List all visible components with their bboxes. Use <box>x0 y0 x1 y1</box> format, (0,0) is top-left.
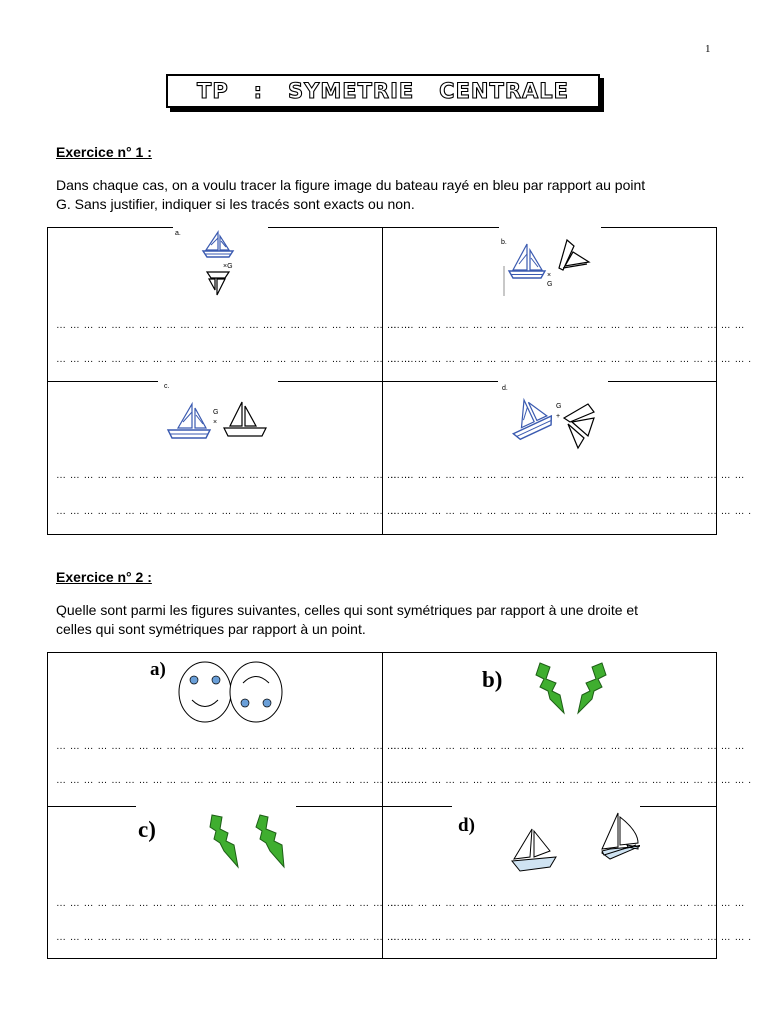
figure-b-label: b) <box>482 667 503 692</box>
striped-boat-icon <box>203 232 233 257</box>
figure-c-lightning <box>136 803 296 873</box>
svg-text:×: × <box>213 419 218 426</box>
exercise1-line2: G. Sans justifier, indiquer si les tracés sont exacts ou non. <box>56 196 415 212</box>
answer-line[interactable]: … … … … … … … … … … … … … … … … … … … … … … … … … … <box>56 898 411 909</box>
answer-line[interactable]: … … … … … … … … … … … … … … … … … … … … … … … … … … . <box>56 775 418 786</box>
exercise1-line1: Dans chaque cas, on a voulu tracer la figure image du bateau rayé en bleu par rapport au point <box>56 177 646 193</box>
exercise1-grid <box>47 227 752 535</box>
figure-b-lightning <box>478 657 628 719</box>
figure-c-boats <box>158 378 278 450</box>
figure-a-label: a. <box>175 230 181 237</box>
figure-c-label: c. <box>164 383 170 390</box>
figure-d-boats <box>498 378 608 456</box>
striped-boat-icon <box>168 404 210 438</box>
answer-line[interactable]: … … … … … … … … … … … … … … … … … … … … … … … … … … . <box>390 506 752 517</box>
answer-line[interactable]: … … … … … … … … … … … … … … … … … … … … … … … … … … . <box>56 506 418 517</box>
figure-d-point-label: G <box>556 403 562 410</box>
answer-line[interactable]: … … … … … … … … … … … … … … … … … … … … … … … … … … . <box>56 932 418 943</box>
figure-b-boats <box>499 226 601 298</box>
figure-a-boats <box>173 226 268 300</box>
face-right-icon <box>230 662 282 722</box>
figure-b-label: b. <box>501 239 507 246</box>
exercise1-instructions <box>56 176 716 214</box>
figure-c-point-label: G <box>213 409 219 416</box>
answer-line[interactable]: … … … … … … … … … … … … … … … … … … … … … … … … … … . <box>56 354 418 365</box>
exercise2-line2: celles qui sont symétriques par rapport à un point. <box>56 621 366 637</box>
title-box <box>166 74 600 108</box>
exercise2-grid <box>47 652 752 959</box>
figure-c-label: c) <box>138 817 156 842</box>
striped-boat-icon <box>502 392 554 441</box>
image-boat-icon <box>559 240 589 270</box>
figure-d-label: d. <box>502 385 508 392</box>
answer-line[interactable]: … … … … … … … … … … … … … … … … … … … … … … … … … … <box>390 320 745 331</box>
image-boat-icon <box>564 404 594 448</box>
lightning-right-icon <box>256 815 284 867</box>
exercise1-heading: Exercice n° 1 : <box>56 144 152 160</box>
lightning-left-icon <box>210 815 238 867</box>
face-left-icon <box>179 662 231 722</box>
exercise2-heading: Exercice n° 2 : <box>56 569 152 585</box>
answer-line[interactable]: … … … … … … … … … … … … … … … … … … … … … … … … … … <box>390 470 745 481</box>
figure-b-point-label: G <box>547 281 553 288</box>
image-boat-icon <box>224 402 266 436</box>
lightning-right-icon <box>578 663 606 713</box>
striped-boat-icon <box>504 244 545 296</box>
figure-d-boats <box>452 801 640 877</box>
figure-a-point-label: G <box>227 263 233 270</box>
exercise2-instructions <box>56 601 716 639</box>
exercise2-line1: Quelle sont parmi les figures suivantes, celles qui sont symétriques par rapport à une droite et <box>56 602 639 618</box>
figure-d-label: d) <box>458 815 475 836</box>
svg-text:+: + <box>556 413 561 420</box>
answer-line[interactable]: … … … … … … … … … … … … … … … … … … … … … … … … … … . <box>390 354 752 365</box>
figure-a-point: ×G <box>223 263 233 270</box>
sailboat-left-icon <box>512 829 556 871</box>
answer-line[interactable]: … … … … … … … … … … … … … … … … … … … … … … … … … … <box>390 741 745 752</box>
answer-line[interactable]: … … … … … … … … … … … … … … … … … … … … … … … … … … <box>56 470 411 481</box>
page-title: TP : SYMETRIE CENTRALE <box>197 79 569 103</box>
figure-a-label: a) <box>150 659 166 680</box>
page-number: 1 <box>705 43 711 55</box>
figure-a-faces <box>148 655 293 725</box>
answer-line[interactable]: … … … … … … … … … … … … … … … … … … … … … … … … … … . <box>390 775 752 786</box>
image-boat-icon <box>207 272 229 295</box>
answer-line[interactable]: … … … … … … … … … … … … … … … … … … … … … … … … … … <box>390 898 745 909</box>
sailboat-right-icon <box>602 813 640 859</box>
answer-line[interactable]: … … … … … … … … … … … … … … … … … … … … … … … … … … . <box>390 932 752 943</box>
svg-text:×: × <box>547 272 552 279</box>
answer-line[interactable]: … … … … … … … … … … … … … … … … … … … … … … … … … … <box>56 741 411 752</box>
answer-line[interactable]: … … … … … … … … … … … … … … … … … … … … … … … … … … <box>56 320 411 331</box>
lightning-left-icon <box>536 663 564 713</box>
